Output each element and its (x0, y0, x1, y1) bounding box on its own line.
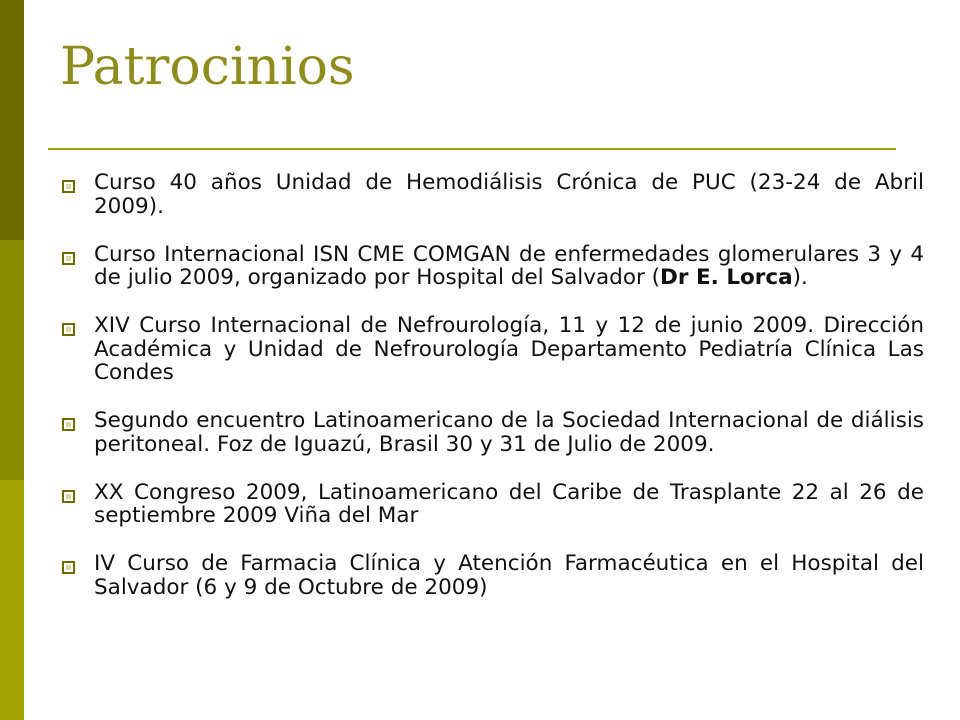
list-item-text: XIV Curso Internacional de Nefrourología, 11 y 12 de junio 2009. Dirección Académica y Unidad de Nefrourología Departamento Pediatría Clínica Las Condes (94, 313, 924, 385)
title-divider (48, 148, 896, 150)
square-bullet-icon (62, 252, 75, 265)
list-item-text: Curso Internacional ISN CME COMGAN de enfermedades glomerulares 3 y 4 de julio 2009, organizado por Hospital del Salvador ( (94, 241, 924, 290)
square-bullet-icon (62, 418, 75, 431)
list-item (62, 171, 924, 218)
list-item-text: XX Congreso 2009, Latinoamericano del Caribe de Trasplante 22 al 26 de septiembre 2009 Viña del Mar (94, 479, 924, 528)
list-item (62, 243, 924, 290)
list-item-text: ). (792, 265, 808, 290)
slide-title: Patrocinios (60, 37, 355, 97)
square-bullet-icon (62, 561, 75, 574)
sidebar-segment-mid (0, 240, 24, 480)
sidebar-segment-dark (0, 0, 24, 240)
bullet-list (62, 171, 924, 624)
list-item-text: IV Curso de Farmacia Clínica y Atención Farmacéutica en el Hospital del Salvador (6 y 9 de Octubre de 2009) (94, 551, 924, 600)
list-item (62, 481, 924, 528)
square-bullet-icon (62, 323, 75, 336)
list-item (62, 552, 924, 599)
list-item (62, 314, 924, 385)
list-item-bold-text: Dr E. Lorca (660, 265, 793, 290)
list-item (62, 409, 924, 456)
list-item-text: Segundo encuentro Latinoamericano de la Sociedad Internacional de diálisis peritoneal. Foz de Iguazú, Brasil 30 y 31 de Julio de 2009. (94, 408, 924, 457)
sidebar-segment-light (0, 480, 24, 720)
sidebar-decoration (0, 0, 24, 720)
square-bullet-icon (62, 490, 75, 503)
list-item-text: Curso 40 años Unidad de Hemodiálisis Crónica de PUC (23-24 de Abril 2009). (94, 170, 924, 219)
square-bullet-icon (62, 180, 75, 193)
